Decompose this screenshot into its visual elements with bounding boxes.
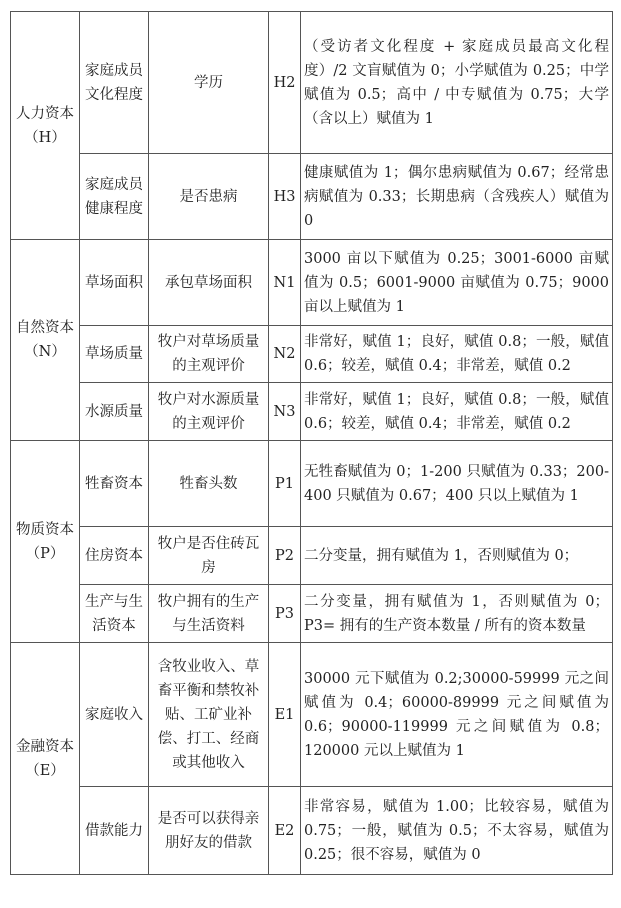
table-row bbox=[11, 154, 613, 240]
indicator-cell: 住房资本 bbox=[80, 527, 149, 585]
capital-indicator-table bbox=[10, 11, 613, 875]
table-row bbox=[11, 12, 613, 154]
category-cell-financial bbox=[11, 643, 80, 875]
description-cell: 3000 亩以下赋值为 0.25；3001-6000 亩赋值为 0.5；6001-9000 亩赋值为 0.75；9000 亩以上赋值为 1 bbox=[301, 240, 613, 326]
code-cell: H3 bbox=[269, 154, 301, 240]
measure-cell: 学历 bbox=[149, 12, 269, 154]
description-cell: （受访者文化程度 + 家庭成员最高文化程度）/2 文盲赋值为 0；小学赋值为 0.25；中学赋值为 0.5；高中 / 中专赋值为 0.75；大学（含以上）赋值为 1 bbox=[301, 12, 613, 154]
indicator-cell: 家庭收入 bbox=[80, 643, 149, 787]
indicator-cell: 牲畜资本 bbox=[80, 441, 149, 527]
category-code: （P） bbox=[25, 545, 65, 562]
table-row bbox=[11, 441, 613, 527]
category-cell-human bbox=[11, 12, 80, 240]
code-cell: E2 bbox=[269, 787, 301, 875]
indicator-cell: 借款能力 bbox=[80, 787, 149, 875]
measure-cell: 承包草场面积 bbox=[149, 240, 269, 326]
table-row bbox=[11, 326, 613, 383]
code-cell: N2 bbox=[269, 326, 301, 383]
table-row bbox=[11, 585, 613, 643]
indicator-cell: 草场面积 bbox=[80, 240, 149, 326]
indicator-cell: 生产与生活资本 bbox=[80, 585, 149, 643]
description-cell: 30000 元下赋值为 0.2;30000-59999 元之间赋值为 0.4；60000-89999 元之间赋值为 0.6；90000-119999 元之间赋值为 0.8；120000 元以上赋值为 1 bbox=[301, 643, 613, 787]
description-cell: 非常好，赋值 1；良好，赋值 0.8；一般，赋值 0.6；较差，赋值 0.4；非常差，赋值 0.2 bbox=[301, 383, 613, 441]
code-cell: N3 bbox=[269, 383, 301, 441]
table-row bbox=[11, 787, 613, 875]
indicator-cell: 水源质量 bbox=[80, 383, 149, 441]
category-cell-natural bbox=[11, 240, 80, 441]
category-name: 金融资本 bbox=[16, 738, 74, 755]
description-cell: 二分变量，拥有赋值为 1，否则赋值为 0；P3= 拥有的生产资本数量 / 所有的资本数量 bbox=[301, 585, 613, 643]
measure-cell: 牧户拥有的生产与生活资料 bbox=[149, 585, 269, 643]
measure-cell: 含牧业收入、草畜平衡和禁牧补贴、工矿业补偿、打工、经商或其他收入 bbox=[149, 643, 269, 787]
description-cell: 健康赋值为 1；偶尔患病赋值为 0.67；经常患病赋值为 0.33；长期患病（含残疾人）赋值为 0 bbox=[301, 154, 613, 240]
code-cell: P1 bbox=[269, 441, 301, 527]
category-name: 物质资本 bbox=[16, 521, 74, 538]
measure-cell: 是否可以获得亲朋好友的借款 bbox=[149, 787, 269, 875]
code-cell: P3 bbox=[269, 585, 301, 643]
measure-cell: 是否患病 bbox=[149, 154, 269, 240]
description-cell: 非常好，赋值 1；良好，赋值 0.8；一般，赋值 0.6；较差，赋值 0.4；非常差，赋值 0.2 bbox=[301, 326, 613, 383]
measure-cell: 牧户对水源质量的主观评价 bbox=[149, 383, 269, 441]
table-row bbox=[11, 383, 613, 441]
table-row bbox=[11, 527, 613, 585]
category-code: （N） bbox=[24, 344, 66, 360]
category-code: （H） bbox=[24, 129, 66, 146]
indicator-cell: 草场质量 bbox=[80, 326, 149, 383]
measure-cell: 牲畜头数 bbox=[149, 441, 269, 527]
code-cell: N1 bbox=[269, 240, 301, 326]
code-cell: H2 bbox=[269, 12, 301, 154]
table-row bbox=[11, 643, 613, 787]
indicator-cell: 家庭成员文化程度 bbox=[80, 12, 149, 154]
description-cell: 无牲畜赋值为 0；1-200 只赋值为 0.33；200-400 只赋值为 0.67；400 只以上赋值为 1 bbox=[301, 441, 613, 527]
measure-cell: 牧户是否住砖瓦房 bbox=[149, 527, 269, 585]
table-row bbox=[11, 240, 613, 326]
code-cell: E1 bbox=[269, 643, 301, 787]
indicator-cell: 家庭成员健康程度 bbox=[80, 154, 149, 240]
category-cell-physical bbox=[11, 441, 80, 643]
category-code: （E） bbox=[25, 762, 65, 779]
description-cell: 二分变量，拥有赋值为 1，否则赋值为 0； bbox=[301, 527, 613, 585]
measure-cell: 牧户对草场质量的主观评价 bbox=[149, 326, 269, 383]
category-name: 自然资本 bbox=[16, 320, 74, 336]
category-name: 人力资本 bbox=[16, 105, 74, 122]
code-cell: P2 bbox=[269, 527, 301, 585]
description-cell: 非常容易，赋值为 1.00；比较容易，赋值为 0.75；一般，赋值为 0.5；不太容易，赋值为 0.25；很不容易，赋值为 0 bbox=[301, 787, 613, 875]
